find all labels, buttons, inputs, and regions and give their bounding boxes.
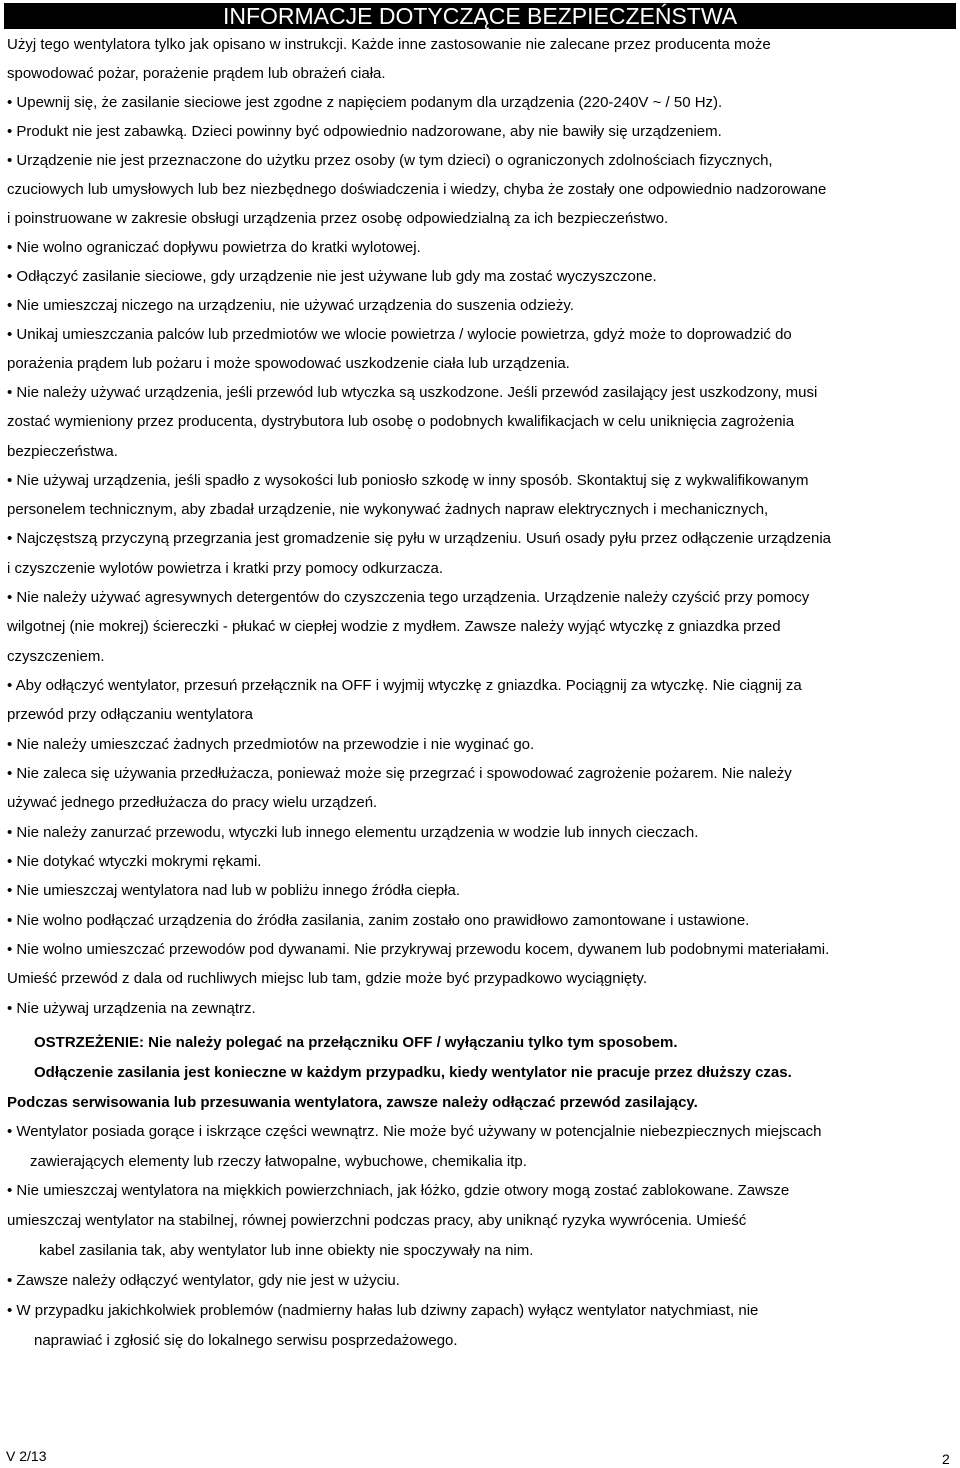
text-line: • Odłączyć zasilanie sieciowe, gdy urządzenie nie jest używane lub gdy ma zostać wyczyszczone. [7, 268, 657, 285]
text-line: kabel zasilania tak, aby wentylator lub inne obiekty nie spoczywały na nim. [39, 1242, 534, 1259]
text-line: porażenia prądem lub pożaru i może spowodować uszkodzenie ciała lub urządzenia. [7, 355, 570, 372]
page-title: INFORMACJE DOTYCZĄCE BEZPIECZEŃSTWA [4, 3, 956, 29]
text-line: • Nie wolno ograniczać dopływu powietrza do kratki wylotowej. [7, 239, 421, 256]
text-line: • Nie należy zanurzać przewodu, wtyczki lub innego elementu urządzenia w wodzie lub innych cieczach. [7, 824, 699, 841]
warning-line: Podczas serwisowania lub przesuwania wentylatora, zawsze należy odłączać przewód zasilający. [7, 1094, 698, 1111]
page-number: 2 [942, 1451, 950, 1467]
text-line: bezpieczeństwa. [7, 443, 118, 460]
text-line: • W przypadku jakichkolwiek problemów (nadmierny hałas lub dziwny zapach) wyłącz wentylator natychmiast, nie [7, 1302, 759, 1319]
text-line: Użyj tego wentylatora tylko jak opisano w instrukcji. Każde inne zastosowanie nie zalecane przez producenta może [7, 36, 771, 53]
version-label: V 2/13 [6, 1448, 47, 1464]
text-line: umieszczaj wentylator na stabilnej, równej powierzchni podczas pracy, aby uniknąć ryzyka wywrócenia. Umieść [7, 1212, 747, 1229]
text-line: personelem technicznym, aby zbadał urządzenie, nie wykonywać żadnych napraw elektrycznych i mechanicznych, [7, 501, 769, 518]
text-line: zostać wymieniony przez producenta, dystrybutora lub osobę o podobnych kwalifikacjach w celu uniknięcia zagrożenia [7, 413, 795, 430]
text-line: • Wentylator posiada gorące i iskrzące części wewnątrz. Nie może być używany w potencjalnie niebezpiecznych miejscach [7, 1123, 822, 1140]
text-line: używać jednego przedłużacza do pracy wielu urządzeń. [7, 794, 378, 811]
text-line: • Nie należy używać urządzenia, jeśli przewód lub wtyczka są uszkodzone. Jeśli przewód zasilający jest uszkodzony, musi [7, 384, 818, 401]
text-line: • Nie używaj urządzenia na zewnątrz. [7, 1000, 256, 1017]
text-line: • Urządzenie nie jest przeznaczone do użytku przez osoby (w tym dzieci) o ograniczonych zdolnościach fizycznych, [7, 152, 773, 169]
text-line: • Unikaj umieszczania palców lub przedmiotów we wlocie powietrza / wylocie powietrza, gdyż może to doprowadzić do [7, 326, 792, 343]
text-line: zawierających elementy lub rzeczy łatwopalne, wybuchowe, chemikalia itp. [30, 1153, 527, 1170]
text-line: i poinstruowane w zakresie obsługi urządzenia przez osobę odpowiedzialną za ich bezpieczeństwo. [7, 210, 669, 227]
text-line: • Nie wolno podłączać urządzenia do źródła zasilania, zanim zostało ono prawidłowo zamontowane i ustawione. [7, 912, 750, 929]
text-line: • Nie umieszczaj niczego na urządzeniu, nie używać urządzenia do suszenia odzieży. [7, 297, 574, 314]
text-line: naprawiać i zgłosić się do lokalnego serwisu posprzedażowego. [34, 1332, 458, 1349]
text-line: • Nie należy umieszczać żadnych przedmiotów na przewodzie i nie wyginać go. [7, 736, 535, 753]
text-line: • Upewnij się, że zasilanie sieciowe jest zgodne z napięciem podanym dla urządzenia (220-240V ~ / 50 Hz). [7, 94, 723, 111]
warning-line: OSTRZEŻENIE: Nie należy polegać na przełączniku OFF / wyłączaniu tylko tym sposobem. [34, 1034, 678, 1051]
text-line: wilgotnej (nie mokrej) ściereczki - płukać w ciepłej wodzie z mydłem. Zawsze należy wyjąć wtyczkę z gniazdka przed [7, 618, 781, 635]
text-line: • Nie używaj urządzenia, jeśli spadło z wysokości lub poniosło szkodę w inny sposób. Skontaktuj się z wykwalifikowanym [7, 472, 809, 489]
text-line: • Nie umieszczaj wentylatora nad lub w pobliżu innego źródła ciepła. [7, 882, 460, 899]
text-line: czyszczeniem. [7, 648, 105, 665]
warning-line: Odłączenie zasilania jest konieczne w każdym przypadku, kiedy wentylator nie pracuje przez dłuższy czas. [34, 1064, 792, 1081]
text-line: • Aby odłączyć wentylator, przesuń przełącznik na OFF i wyjmij wtyczkę z gniazdka. Pociągnij za wtyczkę. Nie ciągnij za [7, 677, 802, 694]
text-line: • Zawsze należy odłączyć wentylator, gdy nie jest w użyciu. [7, 1272, 400, 1289]
text-line: • Nie należy używać agresywnych detergentów do czyszczenia tego urządzenia. Urządzenie należy czyścić przy pomocy [7, 589, 810, 606]
text-line: • Nie umieszczaj wentylatora na miękkich powierzchniach, jak łóżko, gdzie otwory mogą zostać zablokowane. Zawsze [7, 1182, 790, 1199]
text-line: spowodować pożar, porażenie prądem lub obrażeń ciała. [7, 65, 386, 82]
text-line: • Nie dotykać wtyczki mokrymi rękami. [7, 853, 262, 870]
text-line: • Najczęstszą przyczyną przegrzania jest gromadzenie się pyłu w urządzeniu. Usuń osady pyłu przez odłączenie urządzenia [7, 530, 831, 547]
text-line: • Nie wolno umieszczać przewodów pod dywanami. Nie przykrywaj przewodu kocem, dywanem lub podobnymi materiałami. [7, 941, 830, 958]
text-line: Umieść przewód z dala od ruchliwych miejsc lub tam, gdzie może być przypadkowo wyciągnięty. [7, 970, 647, 987]
text-line: i czyszczenie wylotów powietrza i kratki przy pomocy odkurzacza. [7, 560, 443, 577]
text-line: • Nie zaleca się używania przedłużacza, ponieważ może się przegrzać i spowodować zagrożenie pożarem. Nie należy [7, 765, 792, 782]
text-line: przewód przy odłączaniu wentylatora [7, 706, 253, 723]
text-line: • Produkt nie jest zabawką. Dzieci powinny być odpowiednio nadzorowane, aby nie bawiły się urządzeniem. [7, 123, 722, 140]
text-line: czuciowych lub umysłowych lub bez niezbędnego doświadczenia i wiedzy, chyba że zostały one odpowiednio nadzorowane [7, 181, 827, 198]
